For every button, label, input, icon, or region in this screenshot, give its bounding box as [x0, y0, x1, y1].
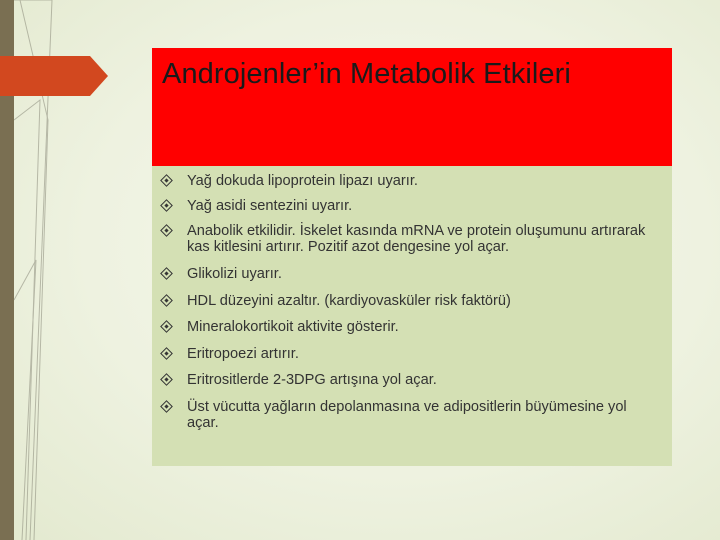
diamond-bullet-icon	[160, 347, 173, 360]
content-box	[152, 166, 672, 466]
diamond-bullet-icon	[160, 224, 173, 237]
bullet-text: Yağ dokuda lipoprotein lipazı uyarır.	[187, 173, 418, 189]
bullet-text: Glikolizi uyarır.	[187, 266, 282, 282]
diamond-bullet-icon	[160, 294, 173, 307]
bullet-text: Eritropoezi artırır.	[187, 346, 299, 362]
bullet-text: Anabolik etkilidir. İskelet kasında mRNA ve protein oluşumunu artırarak kas kitlesini artırır. Pozitif azot dengesine yol açar.	[187, 223, 646, 255]
diamond-bullet-icon	[160, 267, 173, 280]
bullet-text: HDL düzeyini azaltır. (kardiyovasküler risk faktörü)	[187, 293, 511, 309]
title-arrow-tab	[0, 56, 108, 96]
bullet-text: Mineralokortikoit aktivite gösterir.	[187, 319, 399, 335]
diamond-bullet-icon	[160, 373, 173, 386]
bullet-text: Üst vücutta yağların depolanmasına ve adipositlerin büyümesine yol açar.	[187, 399, 627, 431]
diamond-bullet-icon	[160, 174, 173, 187]
diamond-bullet-icon	[160, 199, 173, 212]
slide-title: Androjenler’in Metabolik Etkileri	[162, 58, 571, 90]
title-box	[152, 48, 672, 166]
diamond-bullet-icon	[160, 320, 173, 333]
bullet-text: Eritrositlerde 2-3DPG artışına yol açar.	[187, 372, 437, 388]
bullet-text: Yağ asidi sentezini uyarır.	[187, 198, 353, 214]
diamond-bullet-icon	[160, 400, 173, 413]
